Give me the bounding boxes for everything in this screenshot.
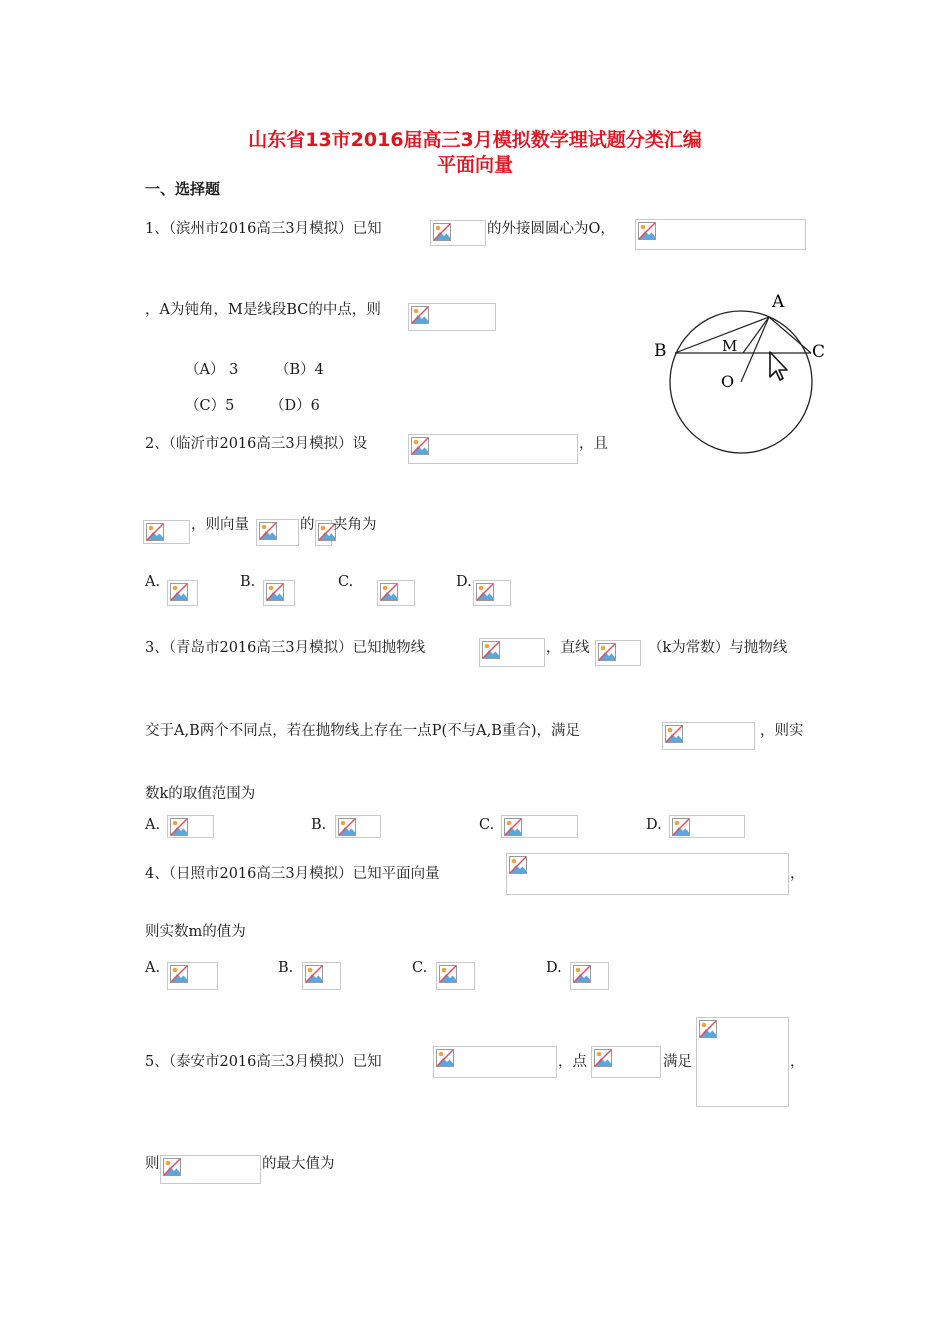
q1-option-d: （D）6 xyxy=(270,398,320,414)
broken-image-icon xyxy=(635,219,806,250)
image-placeholder-glyph xyxy=(146,523,164,541)
q5-text-c: 满足 xyxy=(663,1054,692,1070)
image-placeholder-glyph xyxy=(573,965,591,983)
image-placeholder-glyph xyxy=(338,818,356,836)
broken-image-icon xyxy=(408,303,496,331)
image-placeholder-glyph xyxy=(259,522,277,540)
image-placeholder-glyph xyxy=(672,818,690,836)
q1-text-c: ，A为钝角，M是线段BC的中点，则 xyxy=(145,302,381,318)
broken-image-icon xyxy=(302,962,341,990)
q2-choice-a-label: A. xyxy=(145,574,161,590)
broken-image-icon xyxy=(430,220,486,246)
broken-image-icon xyxy=(160,1155,261,1184)
q4-choice-a-label: A. xyxy=(145,960,161,976)
broken-image-icon xyxy=(377,580,415,606)
q5-text-e: 则 xyxy=(145,1156,160,1172)
q4-choice-b-label: B. xyxy=(278,960,294,976)
q5-text-b: ，点 xyxy=(558,1054,587,1070)
broken-image-icon xyxy=(167,815,214,838)
q2-text-d: 的 xyxy=(300,517,315,533)
q3-text-b: ，直线 xyxy=(546,640,590,656)
broken-image-icon xyxy=(143,520,190,544)
broken-image-icon xyxy=(501,815,578,838)
cursor-arrow-icon xyxy=(770,352,787,380)
q2-choice-b-label: B. xyxy=(240,574,256,590)
image-placeholder-glyph xyxy=(482,641,500,659)
q2-text-a: 2、（临沂市2016高三3月模拟）设 xyxy=(145,436,368,452)
image-placeholder-glyph xyxy=(598,643,616,661)
broken-image-icon xyxy=(256,519,299,546)
label-m: M xyxy=(722,337,738,355)
image-placeholder-glyph xyxy=(170,583,188,601)
q4-text-c: 则实数m的值为 xyxy=(145,924,246,940)
broken-image-icon xyxy=(595,640,641,666)
image-placeholder-glyph xyxy=(638,222,656,240)
q1-text-b: 的外接圆圆心为O， xyxy=(487,221,615,237)
broken-image-icon xyxy=(479,638,545,667)
section-heading: 一、选择题 xyxy=(145,180,221,198)
q3-choice-c-label: C. xyxy=(479,817,495,833)
q3-text-e: ，则实 xyxy=(760,723,804,739)
q1-option-a: （A） 3 xyxy=(185,362,239,378)
broken-image-icon xyxy=(315,520,332,546)
q2-text-c: ，则向量 xyxy=(191,517,249,533)
q5-text-d: ， xyxy=(790,1054,805,1070)
image-placeholder-glyph xyxy=(699,1020,717,1038)
label-c: C xyxy=(812,342,826,362)
broken-image-icon xyxy=(263,580,295,606)
q4-choice-d-label: D. xyxy=(546,960,562,976)
q1-option-b: （B）4 xyxy=(275,362,324,378)
broken-image-icon xyxy=(570,962,609,990)
image-placeholder-glyph xyxy=(266,583,284,601)
image-placeholder-glyph xyxy=(380,583,398,601)
broken-image-icon xyxy=(662,722,755,750)
image-placeholder-glyph xyxy=(476,583,494,601)
image-placeholder-glyph xyxy=(436,1049,454,1067)
q2-choice-d-label: D. xyxy=(456,574,472,590)
q3-choice-a-label: A. xyxy=(145,817,161,833)
segment-ac xyxy=(769,317,811,353)
q3-text-f: 数k的取值范围为 xyxy=(145,786,256,802)
q2-text-e: 夹角为 xyxy=(333,517,377,533)
q4-text-a: 4、（日照市2016高三3月模拟）已知平面向量 xyxy=(145,866,440,882)
document-title: 山东省13市2016届高三3月模拟数学理试题分类汇编 xyxy=(248,129,702,151)
q5-text-f: 的最大值为 xyxy=(262,1156,335,1172)
image-placeholder-glyph xyxy=(439,965,457,983)
q4-choice-c-label: C. xyxy=(412,960,428,976)
image-placeholder-glyph xyxy=(170,818,188,836)
image-placeholder-glyph xyxy=(411,306,429,324)
broken-image-icon xyxy=(591,1046,661,1078)
q3-choice-d-label: D. xyxy=(646,817,662,833)
image-placeholder-glyph xyxy=(163,1158,181,1176)
broken-image-icon xyxy=(506,853,789,895)
label-b: B xyxy=(654,341,667,361)
image-placeholder-glyph xyxy=(504,818,522,836)
broken-image-icon xyxy=(473,580,511,606)
broken-image-icon xyxy=(167,580,198,606)
label-o: O xyxy=(721,372,735,391)
q2-choice-c-label: C. xyxy=(338,574,354,590)
broken-image-icon xyxy=(696,1017,789,1107)
broken-image-icon xyxy=(436,962,475,990)
broken-image-icon xyxy=(433,1046,557,1078)
q4-text-b: ， xyxy=(790,866,805,882)
image-placeholder-glyph xyxy=(665,725,683,743)
broken-image-icon xyxy=(669,815,745,838)
image-placeholder-glyph xyxy=(594,1049,612,1067)
image-placeholder-glyph xyxy=(305,965,323,983)
q2-text-b: ，且 xyxy=(579,436,608,452)
image-placeholder-glyph xyxy=(170,965,188,983)
image-placeholder-glyph xyxy=(411,437,429,455)
broken-image-icon xyxy=(408,434,578,464)
q3-text-c: （k为常数）与抛物线 xyxy=(648,640,788,656)
q3-text-d: 交于A,B两个不同点，若在抛物线上存在一点P(不与A,B重合)，满足 xyxy=(145,723,581,739)
q3-choice-b-label: B. xyxy=(311,817,327,833)
q1-text-a: 1、（滨州市2016高三3月模拟）已知 xyxy=(145,221,382,237)
q5-text-a: 5、（泰安市2016高三3月模拟）已知 xyxy=(145,1054,382,1070)
q1-option-c: （C）5 xyxy=(185,398,235,414)
image-placeholder-glyph xyxy=(433,223,451,241)
circle-figure xyxy=(645,285,835,465)
label-a: A xyxy=(772,292,785,312)
broken-image-icon xyxy=(167,962,218,990)
broken-image-icon xyxy=(335,815,381,838)
q3-text-a: 3、（青岛市2016高三3月模拟）已知抛物线 xyxy=(145,640,426,656)
document-subtitle: 平面向量 xyxy=(436,154,513,176)
image-placeholder-glyph xyxy=(509,856,527,874)
